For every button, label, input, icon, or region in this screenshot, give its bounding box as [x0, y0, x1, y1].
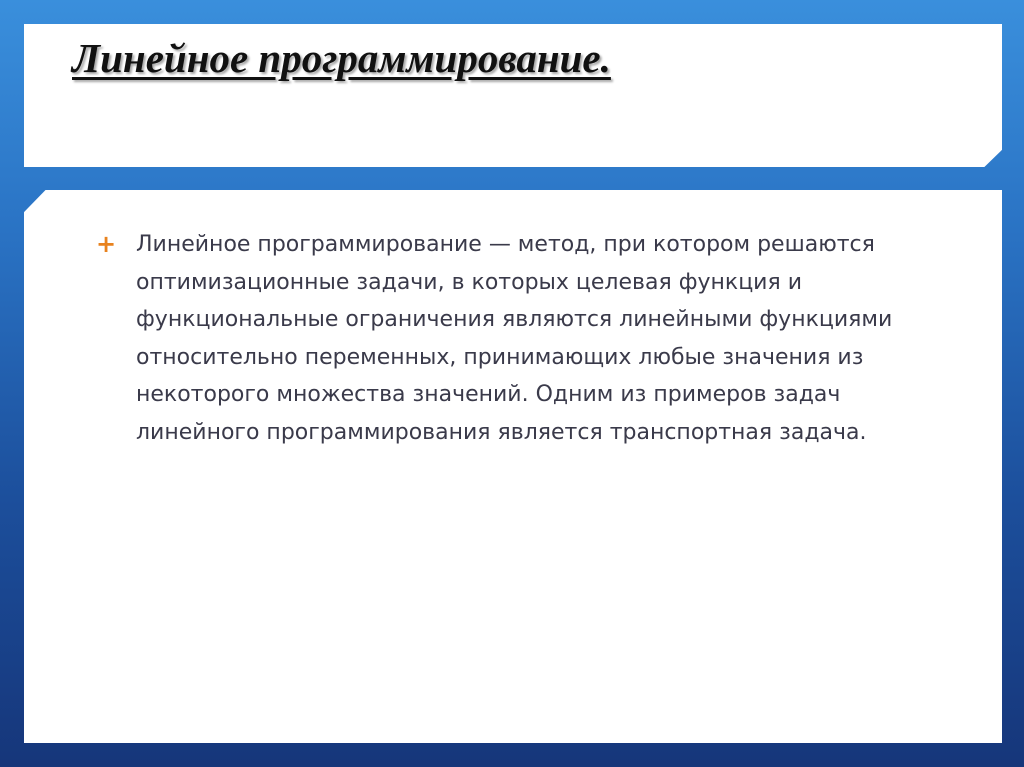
bullet-text: Линейное программирование — метод, при котором решаются оптимизационные задачи, в которых целевая функция и функциональные ограничения являются линейными функциями относительно переменных, принимающих любые значения из некоторого множества значений. Одним из примеров задач линейного программирования является транспортная задача. [136, 232, 893, 445]
bullet-item [96, 226, 936, 451]
slide-title: Линейное программирование. [72, 35, 611, 81]
plus-icon: + [96, 230, 117, 258]
